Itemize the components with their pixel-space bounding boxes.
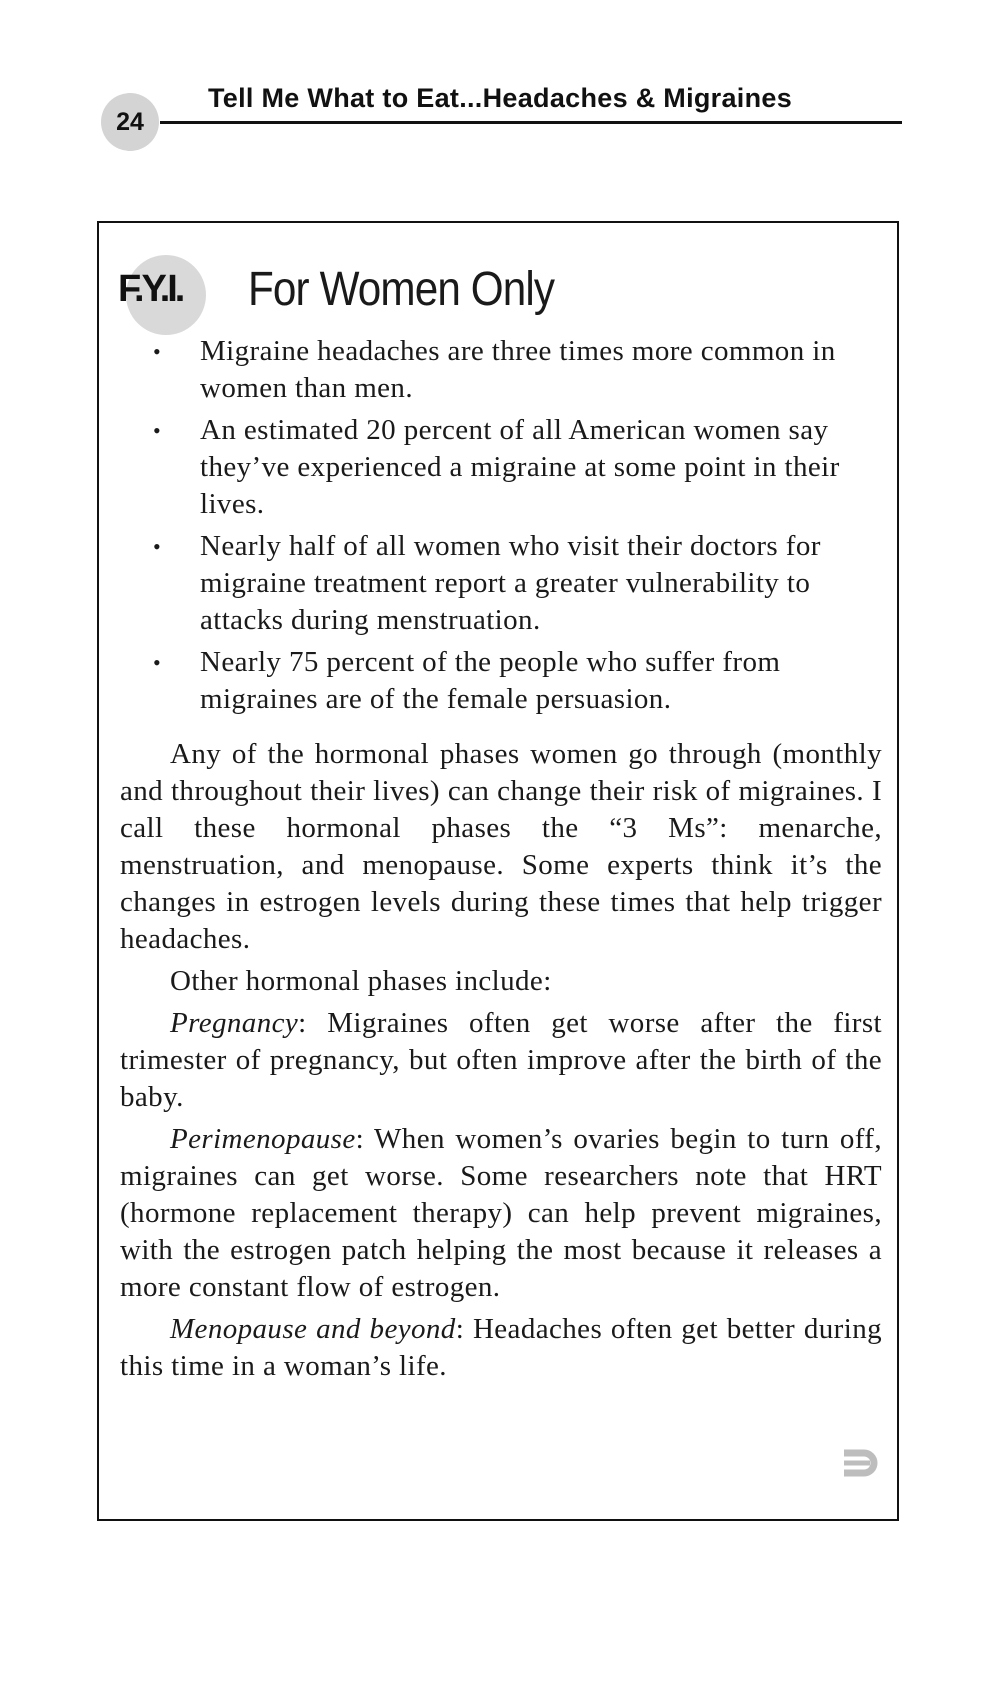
bullet-icon: • [153,650,162,675]
bullet-icon: • [153,418,162,443]
definition-pregnancy: : Migraines often get worse after the first trimester of pregnancy, but often improve after the birth of the baby. [120,1007,882,1113]
term-perimenopause: Perimenopause [170,1123,356,1155]
list-item-text: An estimated 20 percent of all American women say they’ve experienced a migraine at some point in their lives. [200,414,840,520]
bullet-icon: • [153,534,162,559]
list-item [120,644,890,718]
page-number: 24 [116,108,144,136]
definition-perimenopause: : When women’s ovaries begin to turn off, migraines can get worse. Some researchers note that HRT (hormone replacement therapy) can help prevent migraines, with the estrogen patch helping the most because it releases a more constant flow of estrogen. [120,1123,882,1303]
list-item-text: Migraine headaches are three times more common in women than men. [200,335,836,404]
bullet-icon: • [153,339,162,364]
list-item-text: Nearly 75 percent of the people who suffer from migraines are of the female persuasion. [200,646,781,715]
body-paragraph: Other hormonal phases include: [170,965,552,997]
fact-list [120,333,890,723]
body-paragraph-perimenopause [120,1121,882,1306]
sidebar-title: For Women Only [248,263,555,316]
sidebar-body [120,736,882,1390]
term-pregnancy: Pregnancy [170,1007,299,1039]
fyi-badge-label: F.Y.I. [118,268,183,310]
body-paragraph: Any of the hormonal phases women go through (monthly and throughout their lives) can change their risk of migraines. I call these hormonal phases the “3 Ms”: menarche, menstruation, and menopause. Some experts think it’s the changes in estrogen levels during these times that help trigger headaches. [120,738,882,955]
body-paragraph-menopause [120,1311,882,1385]
body-paragraph-pregnancy [120,1005,882,1116]
term-menopause: Menopause and beyond [170,1313,456,1345]
list-item [120,528,890,639]
definition-menopause: : Headaches often get better during this time in a woman’s life. [120,1313,882,1382]
list-item [120,412,890,523]
list-item [120,333,890,407]
page-header [0,0,1000,160]
continued-arrow-icon [840,1445,880,1481]
header-divider [160,121,902,124]
list-item-text: Nearly half of all women who visit their doctors for migraine treatment report a greater vulnerability to attacks during menstruation. [200,530,821,636]
running-title: Tell Me What to Eat...Headaches & Migraines [208,83,793,113]
